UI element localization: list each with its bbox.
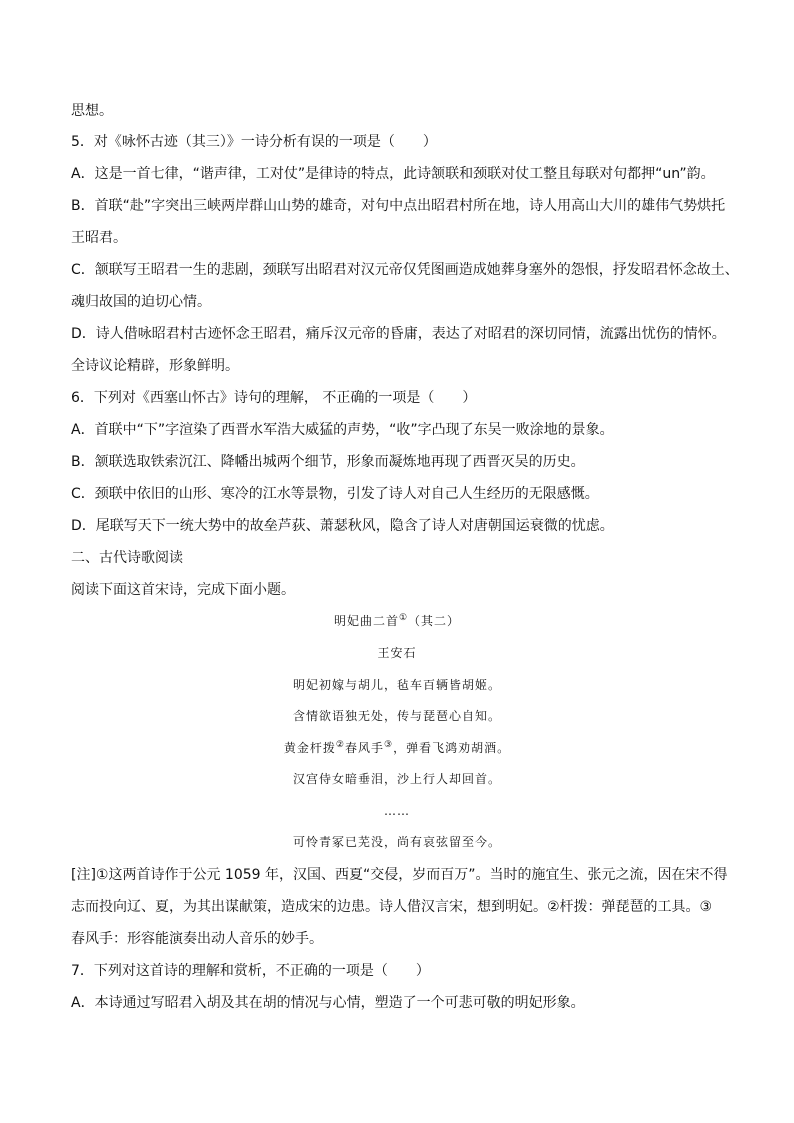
text-line: 思想。: [71, 103, 113, 119]
footnote-marker: ③: [384, 740, 394, 750]
footnote-marker: ②: [335, 740, 345, 750]
footnote-marker: ①: [398, 613, 409, 623]
poem-verse-part: ，弹看飞鸿劝胡酒。: [393, 741, 511, 755]
question-5-stem: 5．对《咏怀古迹（其三）》一诗分析有误的一项是（ ）: [71, 134, 437, 150]
poem-verse: 明妃初嫁与胡儿，毡车百辆皆胡姬。: [292, 678, 501, 692]
poem-author: 王安石: [377, 646, 417, 660]
poem-verse: 含情欲语独无处，传与琵琶心自知。: [292, 709, 501, 723]
question-5-option-d-line1: D．诗人借咏昭君村古迹怀念王昭君，痛斥汉元帝的昏庸，表达了对昭君的深切同情，流露出忧伤的情怀。: [71, 326, 726, 342]
poem-title: [0, 613, 794, 629]
poem-verse: 可怜青冢已芜没，尚有哀弦留至今。: [292, 835, 501, 849]
poem-title-suffix: （其二）: [408, 614, 461, 628]
question-7-option-a: A．本诗通过写昭君入胡及其在胡的情况与心情，塑造了一个可悲可敬的明妃形象。: [71, 995, 585, 1011]
question-6-option-b: B．颔联选取铁索沉江、降幡出城两个细节，形象而凝炼地再现了西晋灭吴的历史。: [71, 454, 585, 470]
question-6-stem: 6．下列对《西塞山怀古》诗句的理解， 不正确的一项是（ ）: [71, 390, 477, 406]
poem-verse: [0, 740, 794, 756]
question-7-stem: 7．下列对这首诗的理解和赏析，不正确的一项是（ ）: [71, 963, 430, 979]
annotation-line2: 志而投向辽、夏，为其出谋献策，造成宋的边患。诗人借汉言宋，想到明妃。②杆拨：弹琵琶的工具。③: [71, 899, 713, 915]
poem-verse-part: 春风手: [344, 741, 384, 755]
question-5-option-a: A．这是一首七律，“谐声律，工对仗”是律诗的特点，此诗颔联和颈联对仗工整且每联对句都押“un”韵。: [71, 166, 715, 182]
annotation-line1: [注]①这两首诗作于公元 1059 年，汉国、西夏“交侵，岁而百万”。当时的施宜生、张元之流，因在宋不得: [71, 867, 728, 883]
poem-verse-part: 黄金杆拨: [283, 741, 336, 755]
question-5-option-c-line2: 魂归故国的迫切心情。: [71, 294, 211, 310]
section-heading: 二、古代诗歌阅读: [71, 550, 183, 566]
question-6-option-a: A．首联中“下”字渲染了西晋水军浩大威猛的声势，“收”字凸现了东吴一败涂地的景象。: [71, 422, 614, 438]
question-5-option-d-line2: 全诗议论精辟，形象鲜明。: [71, 358, 239, 374]
poem-title-text: 明妃曲二首: [333, 614, 399, 628]
question-5-option-b-line2: 王昭君。: [71, 230, 127, 246]
poem-ellipsis: ……: [384, 804, 410, 818]
question-5-option-c-line1: C．颔联写王昭君一生的悲剧，颈联写出昭君对汉元帝仅凭图画造成她葬身塞外的怨恨，抒发昭君怀念故土、: [71, 262, 739, 278]
reading-instruction: 阅读下面这首宋诗，完成下面小题。: [71, 582, 295, 598]
poem-verse: 汉宫侍女暗垂泪，沙上行人却回首。: [292, 772, 501, 786]
question-5-option-b-line1: B．首联“赴”字突出三峡两岸群山山势的雄奇，对句中点出昭君村所在地，诗人用高山大川的雄伟气势烘托: [71, 198, 726, 214]
question-6-option-d: D．尾联写天下一统大势中的故垒芦荻、萧瑟秋风，隐含了诗人对唐朝国运衰微的忧虑。: [71, 518, 614, 534]
question-6-option-c: C．颈联中依旧的山形、寒冷的江水等景物，引发了诗人对自己人生经历的无限感慨。: [71, 486, 599, 502]
annotation-line3: 春风手：形容能演奏出动人音乐的妙手。: [71, 931, 323, 947]
